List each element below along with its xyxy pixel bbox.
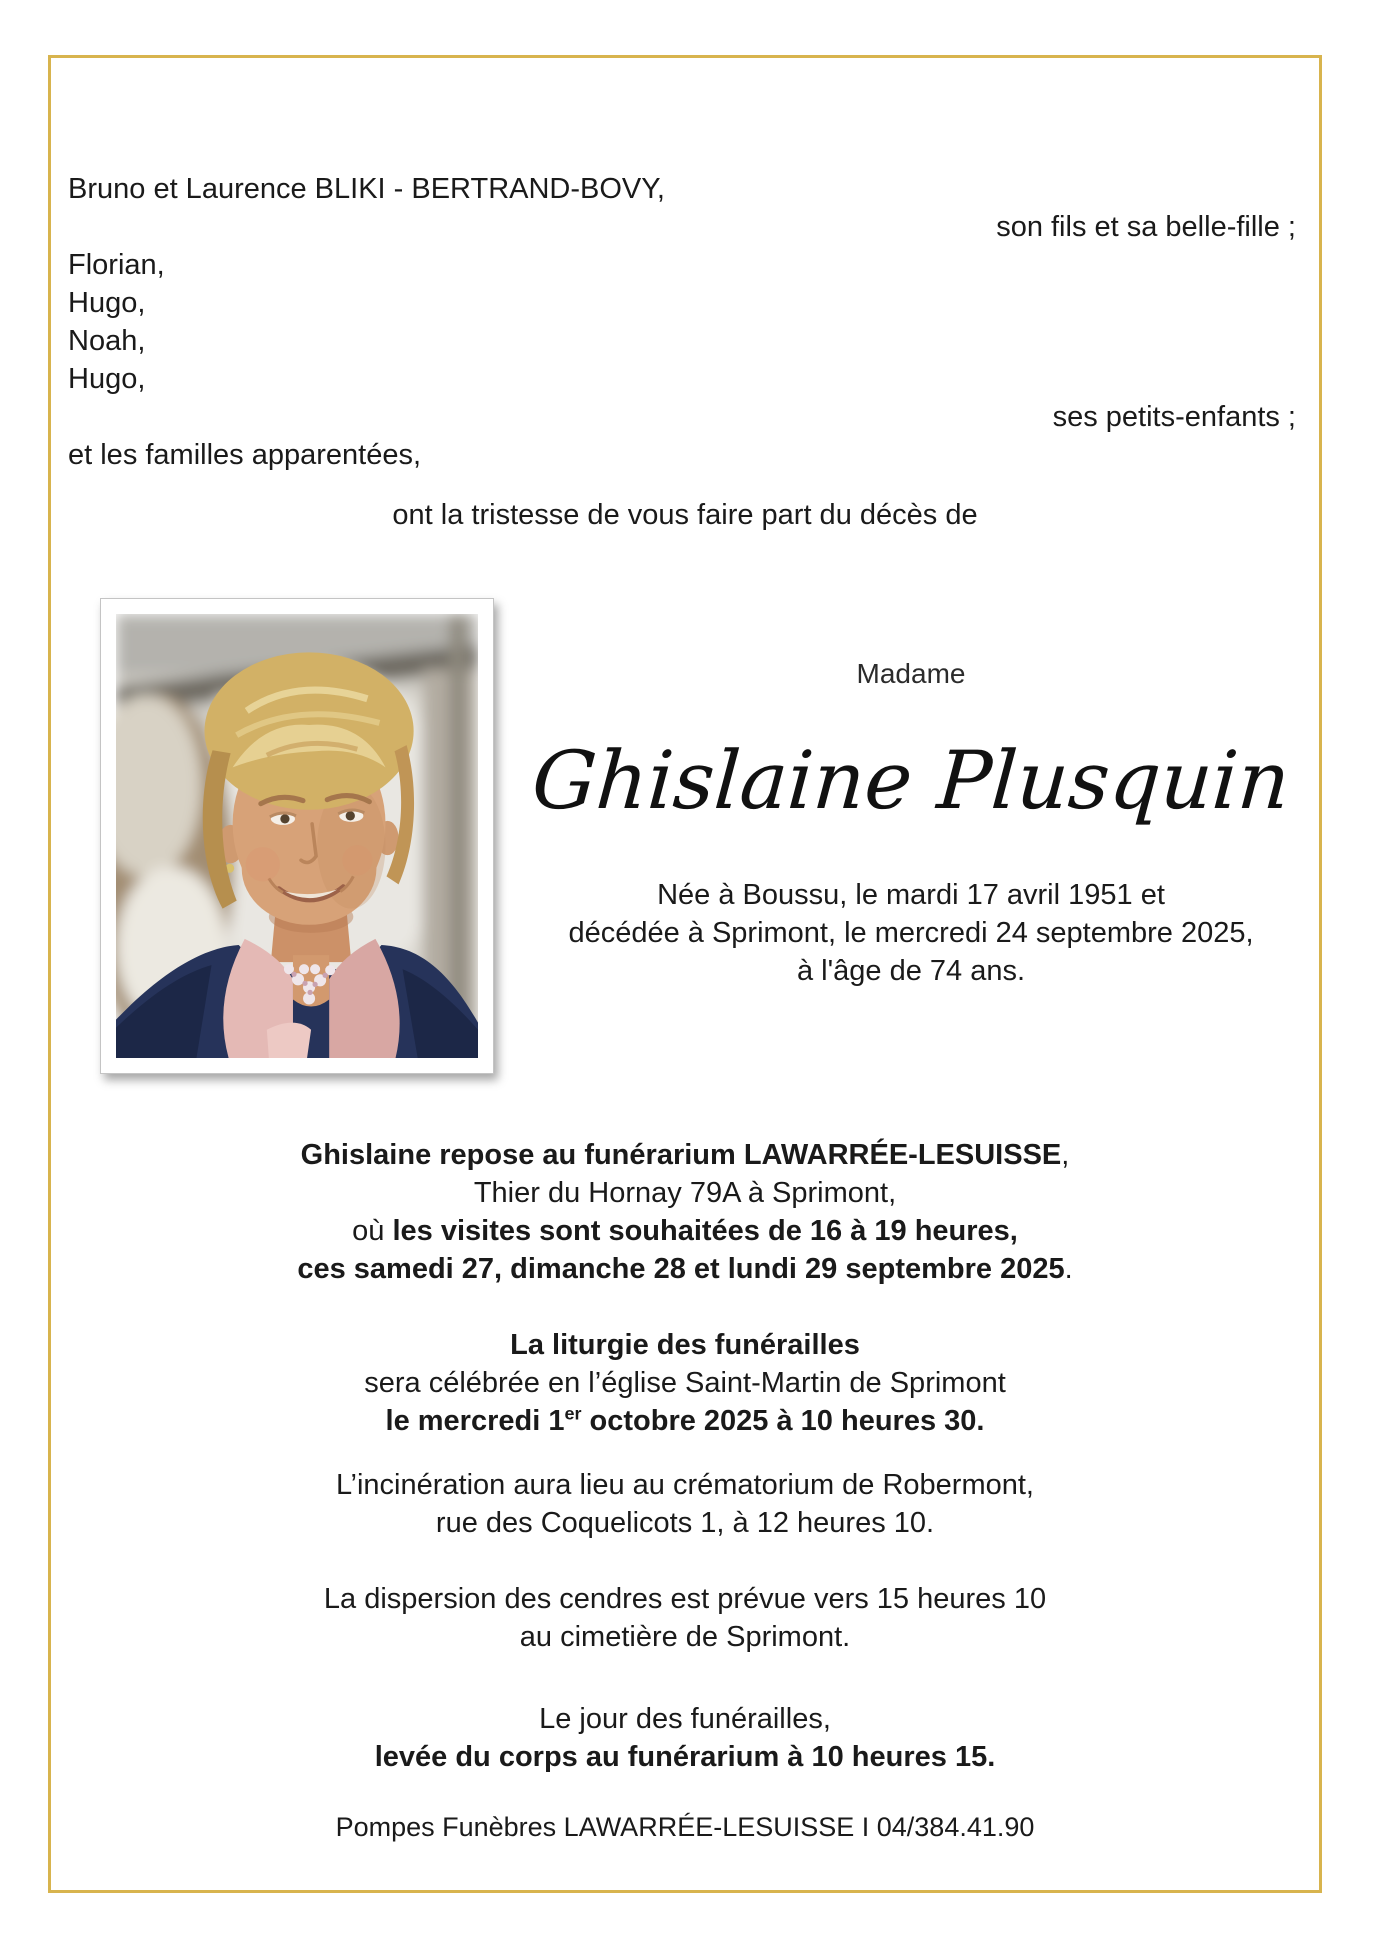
cremation-block [48, 1466, 1322, 1542]
deceased-title: Madame [856, 658, 966, 689]
relation-grandchildren-line: ses petits-enfants ; [1052, 401, 1296, 433]
families-line: et les familles apparentées, [68, 439, 422, 471]
portrait-image [116, 614, 478, 1058]
dispersion-line-2: au cimetière de Sprimont. [519, 1621, 851, 1653]
liturgy-block [48, 1326, 1322, 1440]
funeral-day-block [48, 1700, 1322, 1776]
deceased-name: Ghislaine Plusquin [529, 734, 1293, 827]
birth-line: Née à Boussu, le mardi 17 avril 1951 et [657, 879, 1165, 911]
funeral-day-line-2: levée du corps au funérarium à 10 heures 15. [374, 1741, 996, 1773]
parents-line: Bruno et Laurence BLIKI - BERTRAND-BOVY, [68, 173, 665, 205]
dispersion-block [48, 1580, 1322, 1656]
grandchild-name: Hugo, [68, 363, 146, 395]
family-block [68, 170, 1308, 474]
death-line: décédée à Sprimont, le mercredi 24 septembre 2025, [568, 917, 1254, 949]
age-line: à l'âge de 74 ans. [796, 955, 1026, 987]
repose-line-2: Thier du Hornay 79A à Sprimont, [473, 1177, 897, 1209]
dispersion-line-1: La dispersion des cendres est prévue vers 15 heures 10 [323, 1583, 1047, 1615]
cremation-line-1: L’incinération aura lieu au crématorium de Robermont, [336, 1469, 1034, 1501]
repose-line-3: où les visites sont souhaitées de 16 à 19 heures, [352, 1215, 1018, 1247]
ordinal-superscript: er [564, 1403, 582, 1424]
repose-block [48, 1136, 1322, 1288]
birth-death-block [500, 876, 1322, 990]
grandchild-name: Noah, [68, 325, 146, 357]
funeral-home-footer: Pompes Funèbres LAWARRÉE-LESUISSE I 04/384.41.90 [335, 1812, 1035, 1842]
grandchild-name: Hugo, [68, 287, 146, 319]
funeral-day-line-1: Le jour des funérailles, [539, 1703, 831, 1735]
repose-line-4: ces samedi 27, dimanche 28 et lundi 29 septembre 2025. [297, 1253, 1073, 1285]
liturgy-line-2: sera célébrée en l’église Saint-Martin de Sprimont [364, 1367, 1006, 1399]
liturgy-line-3: le mercredi 1er octobre 2025 à 10 heures 30. [385, 1403, 985, 1437]
grandchild-name: Florian, [68, 249, 165, 281]
relation-children-line: son fils et sa belle-fille ; [996, 211, 1296, 243]
announcement-line: ont la tristesse de vous faire part du décès de [392, 499, 978, 531]
liturgy-line-1: La liturgie des funérailles [510, 1329, 860, 1361]
repose-line-1: Ghislaine repose au funérarium LAWARRÉE-LESUISSE, [300, 1139, 1070, 1171]
portrait-photo-frame [100, 598, 494, 1074]
cremation-line-2: rue des Coquelicots 1, à 12 heures 10. [435, 1507, 935, 1539]
